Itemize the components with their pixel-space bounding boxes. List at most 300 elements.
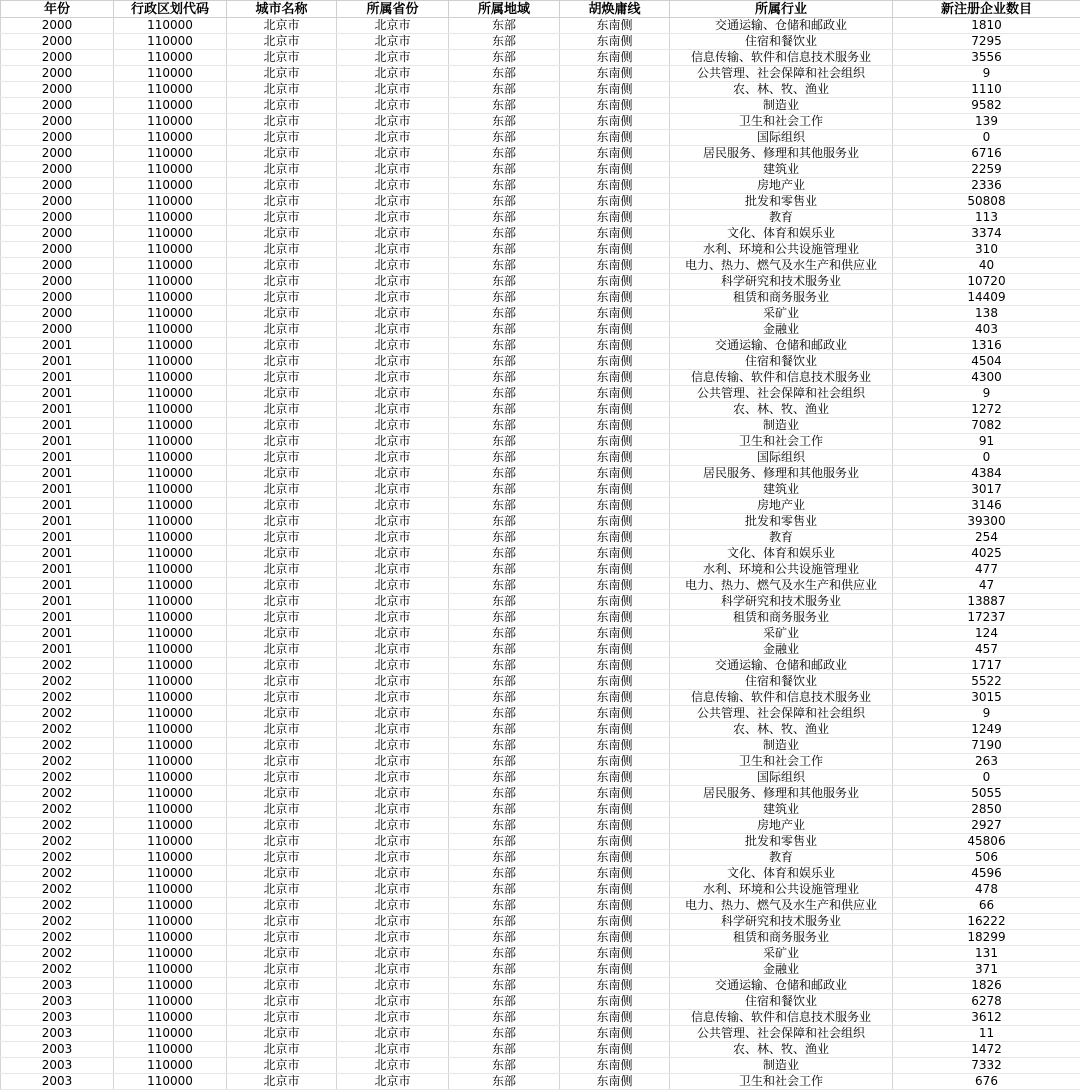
cell-region-code[interactable]: 110000 [114, 786, 227, 802]
cell-industry[interactable]: 金融业 [670, 322, 893, 338]
cell-province[interactable]: 北京市 [337, 226, 449, 242]
cell-hu-line[interactable]: 东南侧 [560, 178, 670, 194]
header-year[interactable]: 年份 [1, 1, 114, 18]
cell-province[interactable]: 北京市 [337, 594, 449, 610]
cell-province[interactable]: 北京市 [337, 66, 449, 82]
cell-region-code[interactable]: 110000 [114, 18, 227, 34]
cell-city-name[interactable]: 北京市 [227, 802, 337, 818]
cell-province[interactable]: 北京市 [337, 50, 449, 66]
cell-city-name[interactable]: 北京市 [227, 978, 337, 994]
cell-province[interactable]: 北京市 [337, 466, 449, 482]
cell-industry[interactable]: 信息传输、软件和信息技术服务业 [670, 690, 893, 706]
cell-industry[interactable]: 农、林、牧、渔业 [670, 82, 893, 98]
cell-city-name[interactable]: 北京市 [227, 194, 337, 210]
cell-year[interactable]: 2002 [1, 882, 114, 898]
cell-region[interactable]: 东部 [449, 546, 560, 562]
cell-region[interactable]: 东部 [449, 594, 560, 610]
cell-province[interactable]: 北京市 [337, 946, 449, 962]
cell-new-enterprises[interactable]: 5055 [893, 786, 1080, 802]
cell-year[interactable]: 2000 [1, 258, 114, 274]
cell-new-enterprises[interactable]: 4504 [893, 354, 1080, 370]
cell-new-enterprises[interactable]: 2927 [893, 818, 1080, 834]
cell-region-code[interactable]: 110000 [114, 34, 227, 50]
cell-region-code[interactable]: 110000 [114, 194, 227, 210]
cell-new-enterprises[interactable]: 7332 [893, 1058, 1080, 1074]
cell-region-code[interactable]: 110000 [114, 754, 227, 770]
cell-city-name[interactable]: 北京市 [227, 1058, 337, 1074]
cell-region[interactable]: 东部 [449, 1058, 560, 1074]
cell-hu-line[interactable]: 东南侧 [560, 882, 670, 898]
cell-city-name[interactable]: 北京市 [227, 338, 337, 354]
cell-province[interactable]: 北京市 [337, 98, 449, 114]
cell-hu-line[interactable]: 东南侧 [560, 98, 670, 114]
cell-year[interactable]: 2002 [1, 930, 114, 946]
cell-year[interactable]: 2001 [1, 610, 114, 626]
cell-city-name[interactable]: 北京市 [227, 370, 337, 386]
cell-region-code[interactable]: 110000 [114, 210, 227, 226]
cell-hu-line[interactable]: 东南侧 [560, 114, 670, 130]
cell-hu-line[interactable]: 东南侧 [560, 450, 670, 466]
cell-new-enterprises[interactable]: 3146 [893, 498, 1080, 514]
cell-year[interactable]: 2001 [1, 354, 114, 370]
cell-industry[interactable]: 电力、热力、燃气及水生产和供应业 [670, 578, 893, 594]
cell-region-code[interactable]: 110000 [114, 514, 227, 530]
cell-hu-line[interactable]: 东南侧 [560, 1042, 670, 1058]
cell-region-code[interactable]: 110000 [114, 594, 227, 610]
cell-province[interactable]: 北京市 [337, 882, 449, 898]
cell-province[interactable]: 北京市 [337, 1042, 449, 1058]
cell-region-code[interactable]: 110000 [114, 818, 227, 834]
cell-city-name[interactable]: 北京市 [227, 610, 337, 626]
cell-region[interactable]: 东部 [449, 738, 560, 754]
cell-hu-line[interactable]: 东南侧 [560, 674, 670, 690]
cell-new-enterprises[interactable]: 4596 [893, 866, 1080, 882]
cell-industry[interactable]: 房地产业 [670, 498, 893, 514]
cell-region[interactable]: 东部 [449, 354, 560, 370]
cell-region[interactable]: 东部 [449, 866, 560, 882]
cell-year[interactable]: 2001 [1, 482, 114, 498]
cell-region-code[interactable]: 110000 [114, 882, 227, 898]
cell-hu-line[interactable]: 东南侧 [560, 642, 670, 658]
cell-province[interactable]: 北京市 [337, 578, 449, 594]
cell-province[interactable]: 北京市 [337, 978, 449, 994]
cell-hu-line[interactable]: 东南侧 [560, 818, 670, 834]
cell-hu-line[interactable]: 东南侧 [560, 370, 670, 386]
cell-new-enterprises[interactable]: 2850 [893, 802, 1080, 818]
cell-new-enterprises[interactable]: 1472 [893, 1042, 1080, 1058]
cell-city-name[interactable]: 北京市 [227, 1074, 337, 1090]
cell-region[interactable]: 东部 [449, 530, 560, 546]
cell-hu-line[interactable]: 东南侧 [560, 706, 670, 722]
cell-city-name[interactable]: 北京市 [227, 866, 337, 882]
cell-hu-line[interactable]: 东南侧 [560, 498, 670, 514]
cell-industry[interactable]: 水利、环境和公共设施管理业 [670, 562, 893, 578]
cell-province[interactable]: 北京市 [337, 338, 449, 354]
cell-new-enterprises[interactable]: 138 [893, 306, 1080, 322]
cell-year[interactable]: 2001 [1, 546, 114, 562]
cell-hu-line[interactable]: 东南侧 [560, 434, 670, 450]
cell-region-code[interactable]: 110000 [114, 802, 227, 818]
cell-industry[interactable]: 电力、热力、燃气及水生产和供应业 [670, 898, 893, 914]
cell-hu-line[interactable]: 东南侧 [560, 626, 670, 642]
cell-region-code[interactable]: 110000 [114, 338, 227, 354]
cell-hu-line[interactable]: 东南侧 [560, 162, 670, 178]
cell-hu-line[interactable]: 东南侧 [560, 834, 670, 850]
header-hu-line[interactable]: 胡焕庸线 [560, 1, 670, 18]
cell-province[interactable]: 北京市 [337, 866, 449, 882]
header-region-code[interactable]: 行政区划代码 [114, 1, 227, 18]
cell-region-code[interactable]: 110000 [114, 642, 227, 658]
cell-region-code[interactable]: 110000 [114, 66, 227, 82]
cell-new-enterprises[interactable]: 45806 [893, 834, 1080, 850]
cell-region-code[interactable]: 110000 [114, 658, 227, 674]
cell-new-enterprises[interactable]: 1110 [893, 82, 1080, 98]
cell-city-name[interactable]: 北京市 [227, 882, 337, 898]
cell-new-enterprises[interactable]: 6278 [893, 994, 1080, 1010]
cell-hu-line[interactable]: 东南侧 [560, 130, 670, 146]
cell-industry[interactable]: 卫生和社会工作 [670, 754, 893, 770]
cell-region-code[interactable]: 110000 [114, 1042, 227, 1058]
cell-city-name[interactable]: 北京市 [227, 738, 337, 754]
cell-new-enterprises[interactable]: 6716 [893, 146, 1080, 162]
cell-region-code[interactable]: 110000 [114, 690, 227, 706]
cell-year[interactable]: 2002 [1, 850, 114, 866]
cell-new-enterprises[interactable]: 477 [893, 562, 1080, 578]
cell-industry[interactable]: 批发和零售业 [670, 194, 893, 210]
cell-city-name[interactable]: 北京市 [227, 82, 337, 98]
cell-year[interactable]: 2003 [1, 1074, 114, 1090]
cell-city-name[interactable]: 北京市 [227, 834, 337, 850]
cell-industry[interactable]: 公共管理、社会保障和社会组织 [670, 386, 893, 402]
cell-province[interactable]: 北京市 [337, 962, 449, 978]
cell-hu-line[interactable]: 东南侧 [560, 50, 670, 66]
cell-city-name[interactable]: 北京市 [227, 18, 337, 34]
cell-hu-line[interactable]: 东南侧 [560, 1026, 670, 1042]
cell-region[interactable]: 东部 [449, 34, 560, 50]
cell-industry[interactable]: 水利、环境和公共设施管理业 [670, 242, 893, 258]
cell-year[interactable]: 2002 [1, 914, 114, 930]
cell-year[interactable]: 2001 [1, 498, 114, 514]
cell-city-name[interactable]: 北京市 [227, 930, 337, 946]
cell-province[interactable]: 北京市 [337, 178, 449, 194]
cell-province[interactable]: 北京市 [337, 1026, 449, 1042]
cell-industry[interactable]: 采矿业 [670, 626, 893, 642]
cell-region[interactable]: 东部 [449, 754, 560, 770]
cell-region-code[interactable]: 110000 [114, 386, 227, 402]
cell-year[interactable]: 2000 [1, 210, 114, 226]
cell-industry[interactable]: 科学研究和技术服务业 [670, 594, 893, 610]
cell-province[interactable]: 北京市 [337, 658, 449, 674]
cell-province[interactable]: 北京市 [337, 402, 449, 418]
cell-city-name[interactable]: 北京市 [227, 1026, 337, 1042]
cell-province[interactable]: 北京市 [337, 146, 449, 162]
cell-region[interactable]: 东部 [449, 226, 560, 242]
cell-city-name[interactable]: 北京市 [227, 594, 337, 610]
cell-region-code[interactable]: 110000 [114, 562, 227, 578]
cell-industry[interactable]: 制造业 [670, 1058, 893, 1074]
cell-city-name[interactable]: 北京市 [227, 258, 337, 274]
cell-region-code[interactable]: 110000 [114, 834, 227, 850]
cell-region[interactable]: 东部 [449, 242, 560, 258]
cell-region-code[interactable]: 110000 [114, 994, 227, 1010]
cell-province[interactable]: 北京市 [337, 626, 449, 642]
cell-new-enterprises[interactable]: 113 [893, 210, 1080, 226]
cell-hu-line[interactable]: 东南侧 [560, 530, 670, 546]
cell-region-code[interactable]: 110000 [114, 162, 227, 178]
cell-region[interactable]: 东部 [449, 194, 560, 210]
cell-industry[interactable]: 农、林、牧、渔业 [670, 402, 893, 418]
cell-region[interactable]: 东部 [449, 514, 560, 530]
cell-year[interactable]: 2000 [1, 34, 114, 50]
cell-province[interactable]: 北京市 [337, 130, 449, 146]
cell-region[interactable]: 东部 [449, 306, 560, 322]
cell-region[interactable]: 东部 [449, 370, 560, 386]
cell-region[interactable]: 东部 [449, 146, 560, 162]
cell-region-code[interactable]: 110000 [114, 978, 227, 994]
cell-year[interactable]: 2000 [1, 178, 114, 194]
cell-hu-line[interactable]: 东南侧 [560, 66, 670, 82]
cell-new-enterprises[interactable]: 66 [893, 898, 1080, 914]
cell-region-code[interactable]: 110000 [114, 898, 227, 914]
cell-new-enterprises[interactable]: 16222 [893, 914, 1080, 930]
cell-year[interactable]: 2000 [1, 290, 114, 306]
cell-new-enterprises[interactable]: 91 [893, 434, 1080, 450]
cell-hu-line[interactable]: 东南侧 [560, 994, 670, 1010]
cell-region[interactable]: 东部 [449, 466, 560, 482]
cell-year[interactable]: 2001 [1, 562, 114, 578]
cell-new-enterprises[interactable]: 4025 [893, 546, 1080, 562]
cell-city-name[interactable]: 北京市 [227, 514, 337, 530]
cell-region[interactable]: 东部 [449, 770, 560, 786]
cell-industry[interactable]: 制造业 [670, 418, 893, 434]
cell-province[interactable]: 北京市 [337, 834, 449, 850]
cell-new-enterprises[interactable]: 1249 [893, 722, 1080, 738]
cell-hu-line[interactable]: 东南侧 [560, 194, 670, 210]
cell-city-name[interactable]: 北京市 [227, 530, 337, 546]
cell-province[interactable]: 北京市 [337, 754, 449, 770]
cell-new-enterprises[interactable]: 263 [893, 754, 1080, 770]
cell-industry[interactable]: 国际组织 [670, 130, 893, 146]
cell-industry[interactable]: 批发和零售业 [670, 834, 893, 850]
cell-new-enterprises[interactable]: 14409 [893, 290, 1080, 306]
cell-region[interactable]: 东部 [449, 338, 560, 354]
cell-province[interactable]: 北京市 [337, 1058, 449, 1074]
cell-region[interactable]: 东部 [449, 1042, 560, 1058]
cell-industry[interactable]: 卫生和社会工作 [670, 434, 893, 450]
cell-industry[interactable]: 教育 [670, 210, 893, 226]
cell-industry[interactable]: 住宿和餐饮业 [670, 994, 893, 1010]
cell-hu-line[interactable]: 东南侧 [560, 338, 670, 354]
cell-year[interactable]: 2000 [1, 146, 114, 162]
cell-year[interactable]: 2000 [1, 226, 114, 242]
cell-region-code[interactable]: 110000 [114, 370, 227, 386]
cell-province[interactable]: 北京市 [337, 450, 449, 466]
cell-region-code[interactable]: 110000 [114, 530, 227, 546]
cell-region-code[interactable]: 110000 [114, 178, 227, 194]
cell-region-code[interactable]: 110000 [114, 1058, 227, 1074]
cell-region[interactable]: 东部 [449, 322, 560, 338]
cell-region-code[interactable]: 110000 [114, 50, 227, 66]
cell-city-name[interactable]: 北京市 [227, 130, 337, 146]
cell-industry[interactable]: 交通运输、仓储和邮政业 [670, 978, 893, 994]
cell-city-name[interactable]: 北京市 [227, 482, 337, 498]
cell-year[interactable]: 2002 [1, 946, 114, 962]
cell-city-name[interactable]: 北京市 [227, 754, 337, 770]
cell-hu-line[interactable]: 东南侧 [560, 1010, 670, 1026]
cell-year[interactable]: 2000 [1, 242, 114, 258]
cell-industry[interactable]: 文化、体育和娱乐业 [670, 546, 893, 562]
cell-city-name[interactable]: 北京市 [227, 818, 337, 834]
cell-province[interactable]: 北京市 [337, 482, 449, 498]
cell-industry[interactable]: 租赁和商务服务业 [670, 930, 893, 946]
cell-new-enterprises[interactable]: 3612 [893, 1010, 1080, 1026]
cell-city-name[interactable]: 北京市 [227, 706, 337, 722]
cell-region-code[interactable]: 110000 [114, 226, 227, 242]
cell-region-code[interactable]: 110000 [114, 578, 227, 594]
cell-hu-line[interactable]: 东南侧 [560, 514, 670, 530]
cell-hu-line[interactable]: 东南侧 [560, 658, 670, 674]
cell-region[interactable]: 东部 [449, 658, 560, 674]
cell-region-code[interactable]: 110000 [114, 946, 227, 962]
cell-new-enterprises[interactable]: 2259 [893, 162, 1080, 178]
cell-region[interactable]: 东部 [449, 674, 560, 690]
cell-industry[interactable]: 制造业 [670, 738, 893, 754]
cell-new-enterprises[interactable]: 11 [893, 1026, 1080, 1042]
cell-city-name[interactable]: 北京市 [227, 658, 337, 674]
cell-city-name[interactable]: 北京市 [227, 306, 337, 322]
cell-province[interactable]: 北京市 [337, 690, 449, 706]
cell-industry[interactable]: 租赁和商务服务业 [670, 290, 893, 306]
cell-region-code[interactable]: 110000 [114, 610, 227, 626]
cell-city-name[interactable]: 北京市 [227, 1042, 337, 1058]
cell-hu-line[interactable]: 东南侧 [560, 402, 670, 418]
cell-region[interactable]: 东部 [449, 610, 560, 626]
cell-industry[interactable]: 房地产业 [670, 818, 893, 834]
cell-region-code[interactable]: 110000 [114, 466, 227, 482]
cell-year[interactable]: 2002 [1, 802, 114, 818]
cell-new-enterprises[interactable]: 131 [893, 946, 1080, 962]
cell-region[interactable]: 东部 [449, 162, 560, 178]
cell-city-name[interactable]: 北京市 [227, 146, 337, 162]
cell-new-enterprises[interactable]: 3017 [893, 482, 1080, 498]
cell-industry[interactable]: 交通运输、仓储和邮政业 [670, 338, 893, 354]
cell-industry[interactable]: 教育 [670, 530, 893, 546]
cell-region[interactable]: 东部 [449, 274, 560, 290]
cell-city-name[interactable]: 北京市 [227, 562, 337, 578]
cell-year[interactable]: 2002 [1, 866, 114, 882]
cell-industry[interactable]: 国际组织 [670, 770, 893, 786]
cell-year[interactable]: 2001 [1, 594, 114, 610]
cell-city-name[interactable]: 北京市 [227, 690, 337, 706]
cell-industry[interactable]: 建筑业 [670, 482, 893, 498]
cell-new-enterprises[interactable]: 403 [893, 322, 1080, 338]
cell-year[interactable]: 2000 [1, 306, 114, 322]
cell-city-name[interactable]: 北京市 [227, 66, 337, 82]
cell-region[interactable]: 东部 [449, 786, 560, 802]
cell-province[interactable]: 北京市 [337, 914, 449, 930]
cell-region-code[interactable]: 110000 [114, 482, 227, 498]
cell-year[interactable]: 2001 [1, 418, 114, 434]
cell-new-enterprises[interactable]: 1810 [893, 18, 1080, 34]
cell-hu-line[interactable]: 东南侧 [560, 306, 670, 322]
cell-year[interactable]: 2002 [1, 786, 114, 802]
cell-year[interactable]: 2001 [1, 450, 114, 466]
cell-industry[interactable]: 文化、体育和娱乐业 [670, 226, 893, 242]
cell-province[interactable]: 北京市 [337, 706, 449, 722]
cell-region-code[interactable]: 110000 [114, 402, 227, 418]
cell-province[interactable]: 北京市 [337, 738, 449, 754]
cell-region-code[interactable]: 110000 [114, 242, 227, 258]
cell-industry[interactable]: 卫生和社会工作 [670, 1074, 893, 1090]
cell-region-code[interactable]: 110000 [114, 306, 227, 322]
cell-city-name[interactable]: 北京市 [227, 98, 337, 114]
cell-hu-line[interactable]: 东南侧 [560, 146, 670, 162]
cell-region-code[interactable]: 110000 [114, 258, 227, 274]
cell-region-code[interactable]: 110000 [114, 626, 227, 642]
cell-hu-line[interactable]: 东南侧 [560, 34, 670, 50]
cell-industry[interactable]: 公共管理、社会保障和社会组织 [670, 66, 893, 82]
cell-hu-line[interactable]: 东南侧 [560, 594, 670, 610]
cell-region[interactable]: 东部 [449, 946, 560, 962]
cell-city-name[interactable]: 北京市 [227, 290, 337, 306]
cell-province[interactable]: 北京市 [337, 258, 449, 274]
cell-region[interactable]: 东部 [449, 386, 560, 402]
cell-hu-line[interactable]: 东南侧 [560, 482, 670, 498]
cell-hu-line[interactable]: 东南侧 [560, 914, 670, 930]
cell-region-code[interactable]: 110000 [114, 866, 227, 882]
cell-city-name[interactable]: 北京市 [227, 642, 337, 658]
cell-year[interactable]: 2002 [1, 690, 114, 706]
cell-new-enterprises[interactable]: 17237 [893, 610, 1080, 626]
cell-province[interactable]: 北京市 [337, 370, 449, 386]
cell-industry[interactable]: 制造业 [670, 98, 893, 114]
cell-region[interactable]: 东部 [449, 178, 560, 194]
cell-city-name[interactable]: 北京市 [227, 626, 337, 642]
cell-city-name[interactable]: 北京市 [227, 402, 337, 418]
cell-industry[interactable]: 居民服务、修理和其他服务业 [670, 146, 893, 162]
cell-new-enterprises[interactable]: 2336 [893, 178, 1080, 194]
cell-city-name[interactable]: 北京市 [227, 674, 337, 690]
cell-year[interactable]: 2000 [1, 162, 114, 178]
cell-hu-line[interactable]: 东南侧 [560, 386, 670, 402]
cell-industry[interactable]: 建筑业 [670, 162, 893, 178]
cell-new-enterprises[interactable]: 3015 [893, 690, 1080, 706]
cell-region-code[interactable]: 110000 [114, 770, 227, 786]
cell-region[interactable]: 东部 [449, 402, 560, 418]
cell-city-name[interactable]: 北京市 [227, 50, 337, 66]
cell-region[interactable]: 东部 [449, 434, 560, 450]
cell-industry[interactable]: 房地产业 [670, 178, 893, 194]
cell-industry[interactable]: 农、林、牧、渔业 [670, 722, 893, 738]
cell-industry[interactable]: 租赁和商务服务业 [670, 610, 893, 626]
cell-city-name[interactable]: 北京市 [227, 914, 337, 930]
cell-industry[interactable]: 金融业 [670, 962, 893, 978]
cell-new-enterprises[interactable]: 5522 [893, 674, 1080, 690]
cell-year[interactable]: 2002 [1, 738, 114, 754]
cell-year[interactable]: 2002 [1, 674, 114, 690]
cell-city-name[interactable]: 北京市 [227, 1010, 337, 1026]
cell-new-enterprises[interactable]: 371 [893, 962, 1080, 978]
cell-new-enterprises[interactable]: 18299 [893, 930, 1080, 946]
cell-region[interactable]: 东部 [449, 258, 560, 274]
cell-city-name[interactable]: 北京市 [227, 386, 337, 402]
cell-province[interactable]: 北京市 [337, 530, 449, 546]
cell-industry[interactable]: 住宿和餐饮业 [670, 354, 893, 370]
cell-hu-line[interactable]: 东南侧 [560, 242, 670, 258]
cell-year[interactable]: 2001 [1, 466, 114, 482]
cell-city-name[interactable]: 北京市 [227, 546, 337, 562]
cell-industry[interactable]: 科学研究和技术服务业 [670, 274, 893, 290]
